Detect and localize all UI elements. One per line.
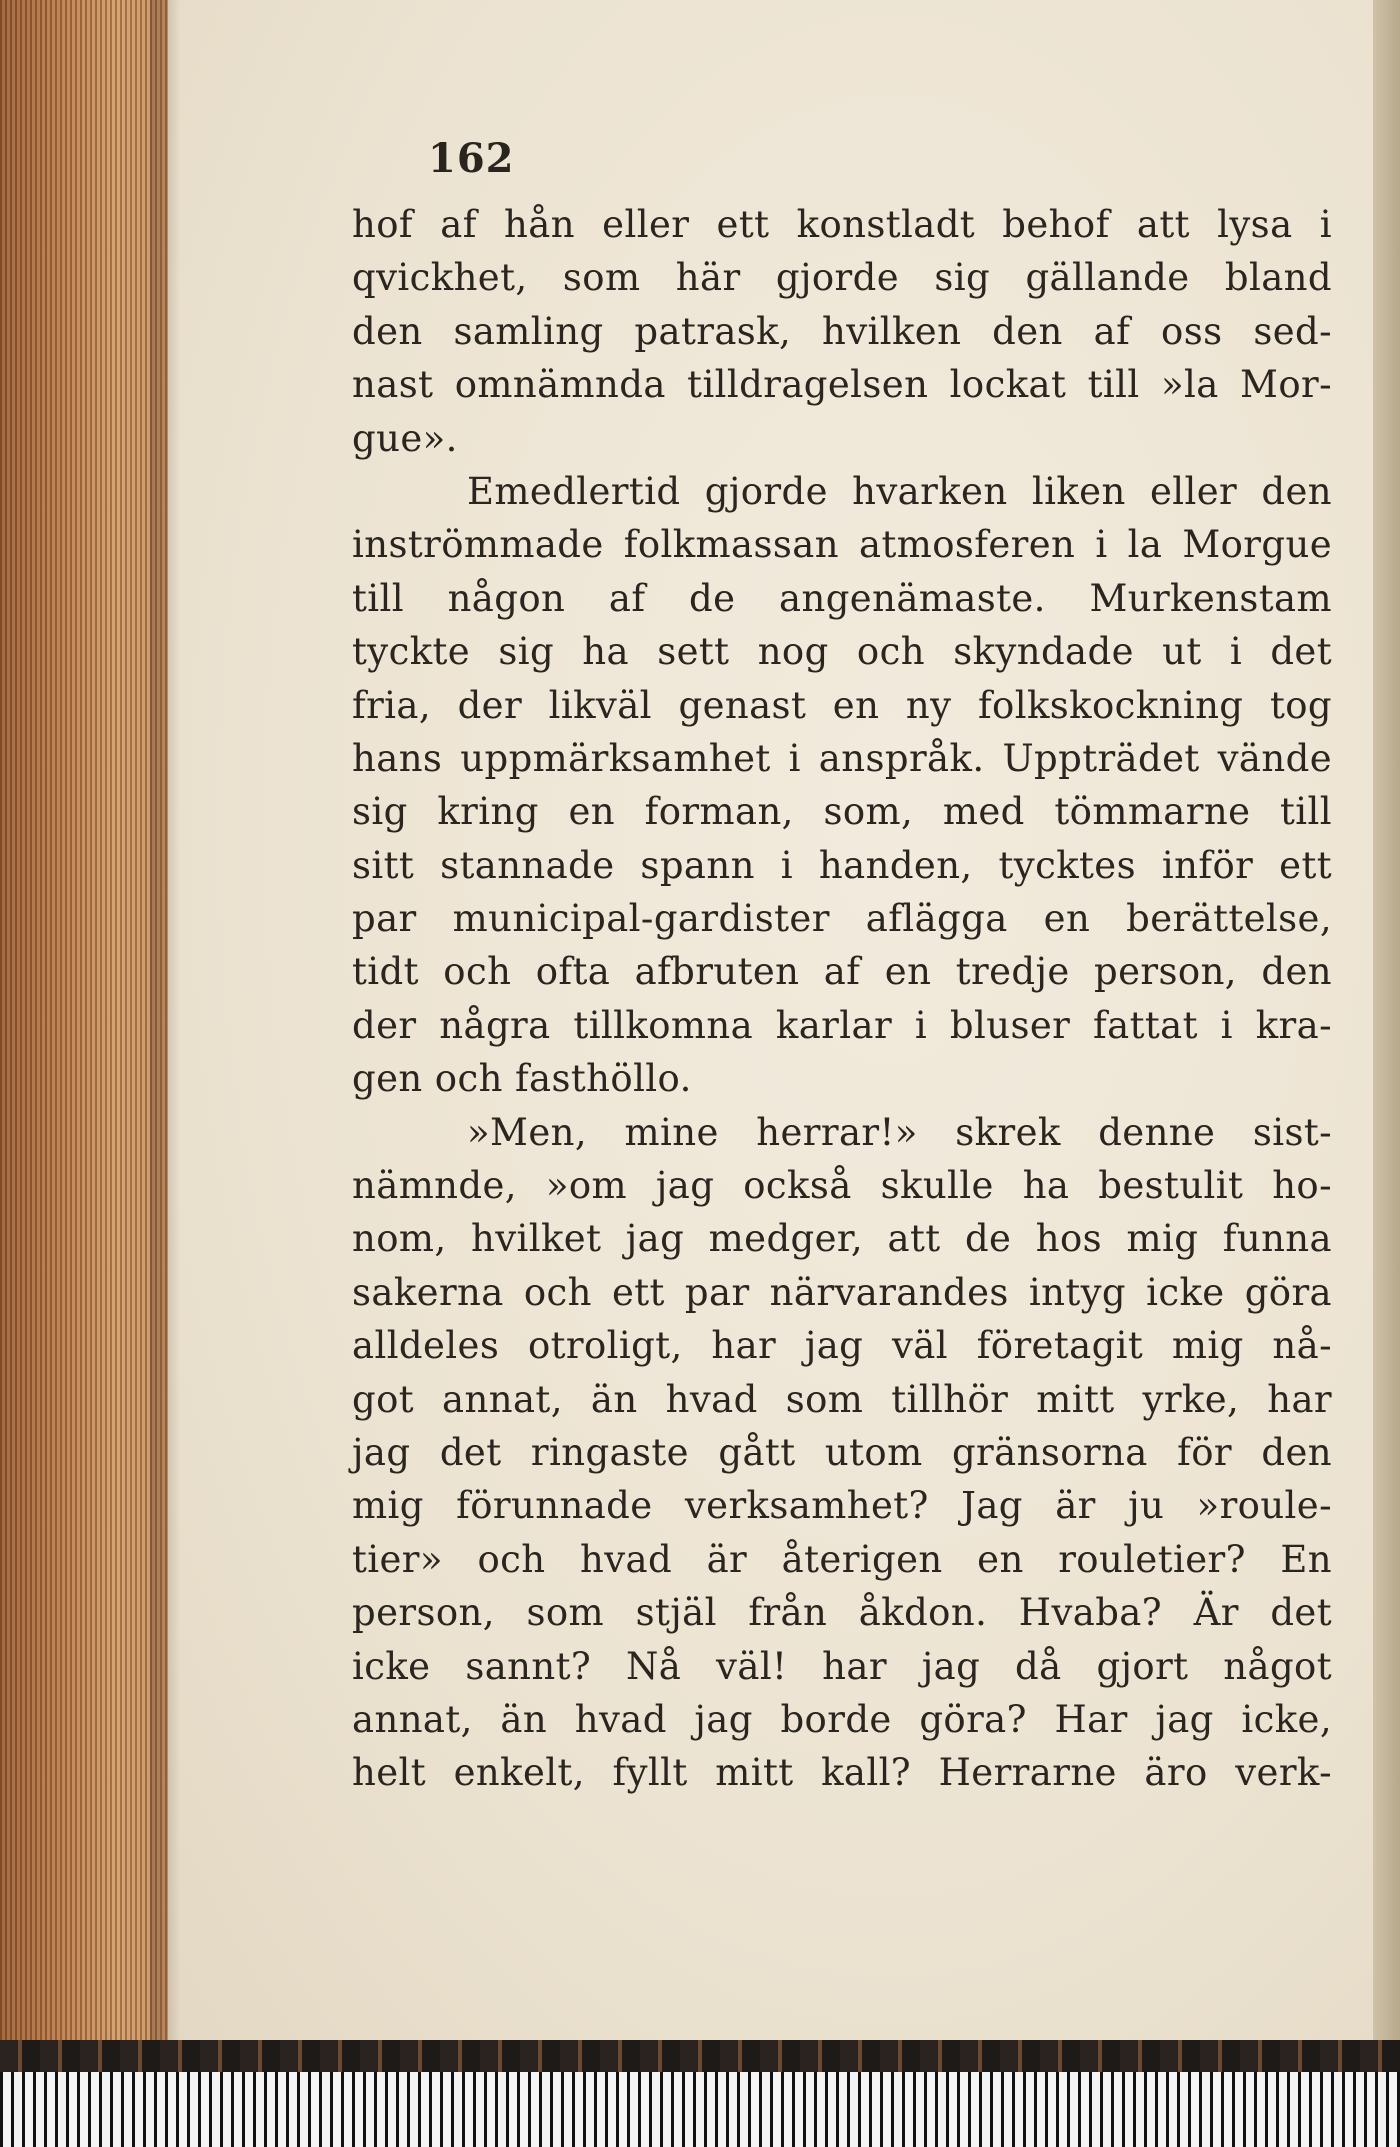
text-line: nämnde, »om jag också skulle ha bestulit ho- <box>352 1164 1332 1208</box>
text-line: fria, der likväl genast en ny folkskockning tog <box>352 683 1332 727</box>
text-line: tier» och hvad är återigen en rouletier? En <box>352 1537 1332 1581</box>
text-line: tyckte sig ha sett nog och skyndade ut i det <box>352 630 1332 674</box>
page-number: 162 <box>428 135 515 182</box>
text-line: annat, än hvad jag borde göra? Har jag icke, <box>352 1697 1332 1741</box>
text-line: hof af hån eller ett konstladt behof att lysa i <box>352 203 1332 246</box>
text-line: nast omnämnda tilldragelsen lockat till »la Mor- <box>352 363 1332 407</box>
text-line: »Men, mine herrar!» skrek denne sist- <box>467 1110 1332 1154</box>
scan-ruler <box>0 2072 1400 2147</box>
text-line: gen och fasthöllo. <box>352 1057 692 1101</box>
text-line: till någon af de angenämaste. Murkenstam <box>352 576 1332 620</box>
book-page-edges <box>0 0 168 2060</box>
text-line: sakerna och ett par närvarandes intyg icke göra <box>352 1270 1332 1314</box>
book-bottom-edge <box>0 2040 1400 2072</box>
body-text <box>352 198 1332 1800</box>
text-line: der några tillkomna karlar i bluser fattat i kra- <box>352 1003 1332 1047</box>
text-line: nom, hvilket jag medger, att de hos mig funna <box>352 1217 1332 1261</box>
text-line: got annat, än hvad som tillhör mitt yrke, har <box>352 1377 1332 1421</box>
text-line: den samling patrask, hvilken den af oss sed- <box>352 309 1332 353</box>
text-line: person, som stjäl från åkdon. Hvaba? Är det <box>352 1591 1332 1635</box>
text-line: gue». <box>352 416 458 460</box>
text-line: par municipal-gardister aflägga en berättelse, <box>352 897 1332 941</box>
text-line: mig förunnade verksamhet? Jag är ju »roule- <box>352 1484 1332 1528</box>
text-line: Emedlertid gjorde hvarken liken eller den <box>467 469 1332 513</box>
text-line: sig kring en forman, som, med tömmarne till <box>352 790 1332 834</box>
text-line: alldeles otroligt, har jag väl företagit mig nå- <box>352 1324 1332 1368</box>
gutter-shadow <box>150 0 180 2060</box>
page-right-edge <box>1373 0 1400 2060</box>
text-line: tidt och ofta afbruten af en tredje person, den <box>352 950 1332 994</box>
text-line: helt enkelt, fyllt mitt kall? Herrarne äro verk- <box>352 1751 1332 1795</box>
text-line: hans uppmärksamhet i anspråk. Uppträdet vände <box>352 736 1332 780</box>
text-line: jag det ringaste gått utom gränsorna för den <box>352 1430 1332 1474</box>
text-line: inströmmade folkmassan atmosferen i la Morgue <box>352 523 1332 567</box>
text-line: icke sannt? Nå väl! har jag då gjort något <box>352 1644 1332 1688</box>
text-line: qvickhet, som här gjorde sig gällande bland <box>352 256 1332 300</box>
text-line: sitt stannade spann i handen, tycktes inför ett <box>352 843 1332 887</box>
